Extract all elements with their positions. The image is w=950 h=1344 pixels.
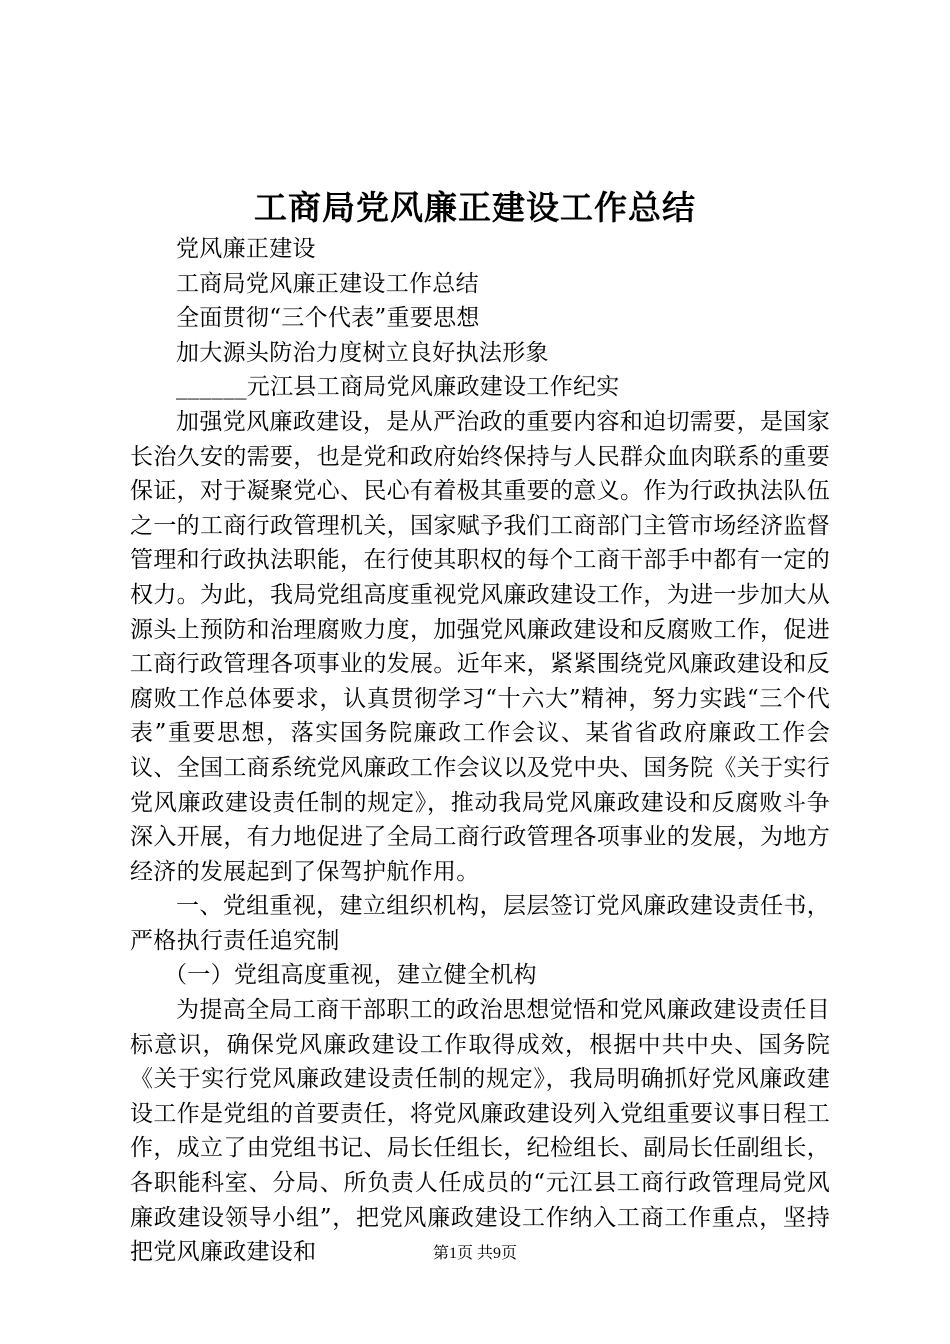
body-paragraph: 加强党风廉政建设，是从严治政的重要内容和迫切需要，是国家长治久安的需要，也是党和政府始终保持与人民群众血肉联系的重要保证，对于凝聚党心、民心有着极其重要的意义。作为行政执法队伍之一的工商行政管理机关，国家赋予我们工商部门主管市场经济监督管理和行政执法职能，在行使其职权的每个工商干部手中都有一定的权力。为此，我局党组高度重视党风廉政建设工作，为进一步加大从源头上预防和治理腐败力度，加强党风廉政建设和反腐败工作，促进工商行政管理各项事业的发展。近年来，紧紧围绕党风廉政建设和反腐败工作总体要求，认真贯彻学习“十六大”精神，努力实践“三个代表”重要思想，落实国务院廉政工作会议、某省省政府廉政工作会议、全国工商系统党风廉政工作会议以及党中央、国务院《关于实行党风廉政建设责任制的规定》，推动我局党风廉政建设和反腐败斗争深入开展，有力地促进了全局工商行政管理各项事业的发展，为地方经济的发展起到了保驾护航作用。	[130, 408, 830, 885]
subtitle-line: 全面贯彻“三个代表”重要思想	[176, 305, 480, 332]
document-title: 工商局党风廉正建设工作总结	[254, 188, 696, 227]
body-paragraph: 为提高全局工商干部职工的政治思想觉悟和党风廉政建设责任目标意识，确保党风廉政建设工作取得成效，根据中共中央、国务院《关于实行党风廉政建设责任制的规定》，我局明确抓好党风廉政建设工作是党组的首要责任，将党风廉政建设列入党组重要议事日程工作，成立了由党组书记、局长任组长，纪检组长、副局长任副组长，各职能科室、分局、所负责人任成员的“元江县工商行政管理局党风廉政建设领导小组”，把党风廉政建设工作纳入工商工作重点，坚持把党风廉政建设和	[130, 997, 830, 1266]
subtitle-line: ______元江县工商局党风廉政建设工作纪实	[176, 374, 620, 401]
section-heading: 一、党组重视，建立组织机构，层层签订党风廉政建设责任书，严格执行责任追究制	[130, 893, 830, 954]
document-body	[130, 232, 830, 1270]
page-footer: 第1页 共9页	[432, 1245, 517, 1262]
subtitle-line: 工商局党风廉正建设工作总结	[176, 270, 479, 297]
subtitle-line: 加大源头防治力度树立良好执法形象	[176, 339, 549, 366]
subsection-heading: （一）党组高度重视，建立健全机构	[164, 962, 537, 989]
subtitle-line: 党风廉正建设	[176, 236, 316, 262]
